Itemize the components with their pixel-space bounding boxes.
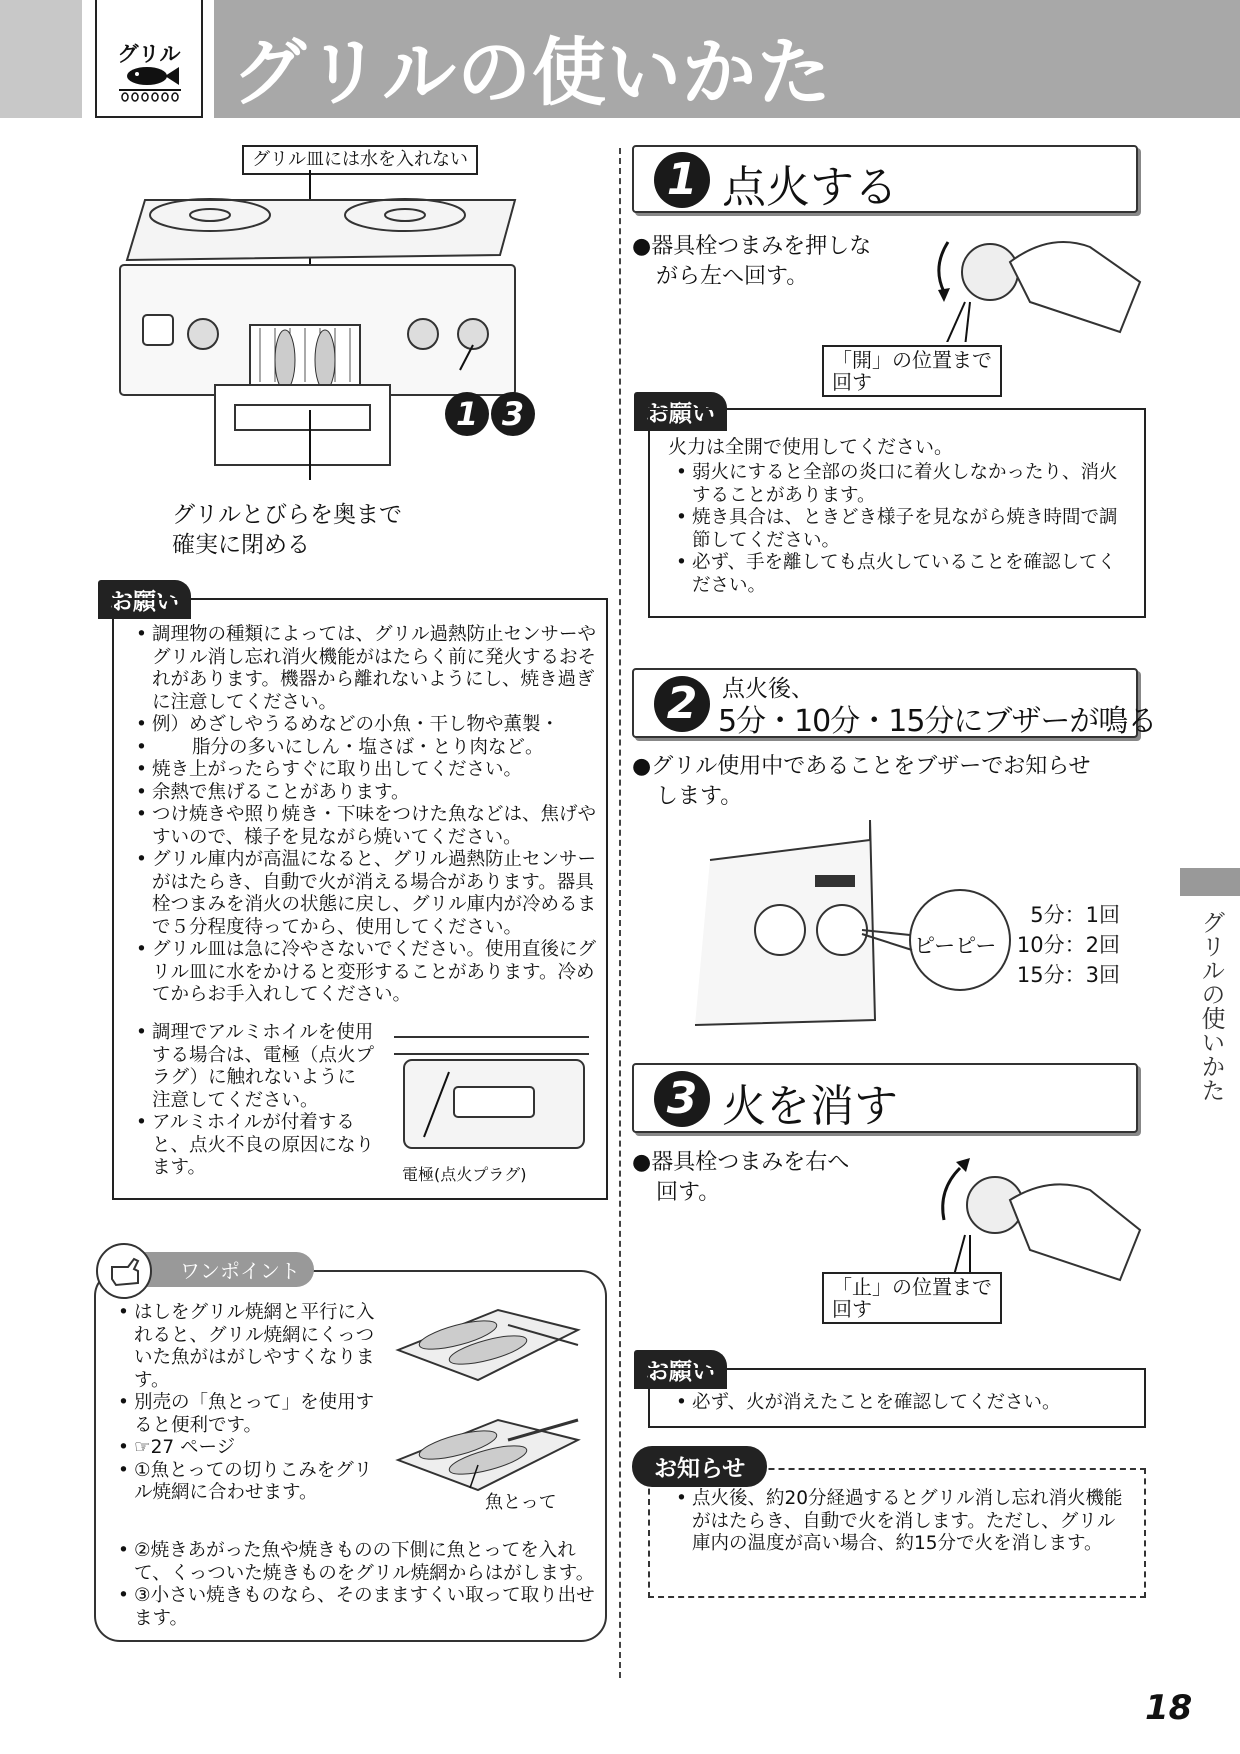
page-number: 18: [1145, 1688, 1193, 1728]
header-left-band: [0, 0, 82, 118]
step-3-number: 3: [654, 1071, 710, 1127]
onegai-step1-item: • 必ず、手を離しても点火していることを確認してください。: [674, 552, 1130, 597]
onepoint-item-2: • 別売の「魚とって」を使用すると便利です。: [116, 1392, 378, 1437]
onegai-step1-head: 火力は全開で使用してください。: [668, 436, 954, 458]
step-1-lead-line-2: がら左へ回す。: [656, 264, 809, 289]
step-2-title-line-1: 点火後、: [722, 676, 814, 702]
onegai-step3-item: • 必ず、火が消えたことを確認してください。: [674, 1392, 1130, 1415]
step-1-callout-line-2: 回す: [832, 370, 872, 394]
step-2-header: [632, 668, 1157, 739]
knob-turn-right-illustration: [920, 1150, 1150, 1290]
onegai-left-item: • 焼き上がったらすぐに取り出してください。: [134, 759, 604, 782]
side-tab: [1180, 868, 1240, 896]
caption-line-1: グリルとびらを奥まで: [172, 502, 402, 528]
buzzer-sound: ピーピー: [914, 934, 997, 958]
step-1-callout: [822, 345, 1002, 397]
buzzer-row: 5分：1回: [1030, 903, 1120, 927]
step-2-number: 2: [654, 676, 710, 732]
onegai-tag-left: お願い: [98, 580, 191, 619]
step-3-title: 火を消す: [722, 1081, 898, 1132]
step-1-number: 1: [654, 152, 710, 208]
onegai-tag-step3: お願い: [634, 1350, 727, 1389]
onepoint-item-1: • はしをグリル焼網と平行に入れると、グリル焼網にくっついた魚がはがしやすくなります。: [116, 1302, 378, 1392]
step-3-lead-line-2: 回す。: [656, 1180, 721, 1205]
buzzer-row: 10分：2回: [1016, 933, 1120, 957]
onegai-left-item: • つけ焼きや照り焼き・下味をつけた魚などは、焦げやすいので、様子を見ながら焼いてください。: [134, 804, 604, 849]
onegai-left-item: • 調理でアルミホイルを使用する場合は、電極（点火プラグ）に触れないように注意してください。: [134, 1022, 374, 1112]
onepoint-ref: • ☞27 ページ: [116, 1437, 378, 1460]
step-3-callout-line-1: 「止」の位置まで: [832, 1275, 992, 1299]
onegai-box-step3: [648, 1368, 1146, 1428]
fish-tongs-illustration: [378, 1290, 598, 1520]
step-2-lead-line-2: します。: [656, 784, 743, 809]
oshirase-item: • 点火後、約20分経過するとグリル消し忘れ消火機能がはたらき、自動で火を消します。ただし、グリル庫内の温度が高い場合、約15分で火を消します。: [674, 1488, 1130, 1556]
onegai-left-item: • グリル庫内が高温になると、グリル過熱防止センサーがはたらき、自動で火が消える場合があります。器具栓つまみを消火の状態に戻し、グリル庫内が冷めるまで５分程度待ってから、使用してください。: [134, 849, 604, 939]
onegai-tag-step1: お願い: [634, 392, 727, 431]
oshirase-box: [648, 1468, 1146, 1598]
example-line-2: • 脂分の多いにしん・塩さば・とり肉など。: [134, 737, 604, 760]
step-2-lead-line-1: ●グリル使用中であることをブザーでお知らせ: [632, 754, 1091, 779]
onegai-step1-item: • 弱火にすると全部の炎口に着火しなかったり、消火することがあります。: [674, 462, 1130, 507]
step-3-header: [632, 1063, 1138, 1133]
step-1-title: 点火する: [722, 162, 898, 213]
page-title: グリルの使いかた: [232, 30, 832, 116]
step-1-header: [632, 145, 1138, 213]
oshirase-tag: お知らせ: [632, 1446, 767, 1487]
caption-close-door: [172, 500, 402, 560]
step-1-callout-line-1: 「開」の位置まで: [832, 348, 992, 372]
tool-label: 魚とって: [485, 1492, 557, 1513]
step-3-callout-line-2: 回す: [832, 1297, 872, 1321]
onegai-box-left: [112, 598, 608, 1200]
onegai-step1-item: • 焼き具合は、ときどき様子を見ながら焼き時間で調節してください。: [674, 507, 1130, 552]
buzzer-row: 15分：3回: [1016, 963, 1120, 987]
step-2-title-line-2: 5分・10分・15分にブザーが鳴る: [718, 704, 1157, 739]
grill-icon-label: グリル: [117, 42, 181, 66]
pointing-hand-icon: [96, 1243, 152, 1299]
side-tab-text: グリルの使いかた: [1197, 910, 1225, 1102]
control-panel-illustration: [690, 820, 1020, 1030]
buzzer-table: [1000, 900, 1120, 990]
onegai-left-item: • グリル皿は急に冷やさないでください。使用直後にグリル皿に水をかけると変形することがあります。冷めてからお手入れしてください。: [134, 939, 604, 1007]
knob-turn-left-illustration: [920, 222, 1150, 342]
grill-interior-illustration: [394, 1032, 594, 1162]
step-3-lead-line-1: ●器具栓つまみを右へ: [632, 1150, 850, 1175]
marker-3: 3: [491, 392, 535, 436]
column-divider: [619, 148, 621, 1678]
fish-icon: [115, 64, 185, 104]
electrode-label: 電極(点火プラグ): [402, 1165, 527, 1184]
onegai-left-note: • アルミホイルが付着すると、点火不良の原因になります。: [134, 1112, 374, 1180]
step-2-lead: [632, 752, 1091, 812]
onegai-box-step1: [648, 408, 1146, 618]
step-3-callout: [822, 1272, 1002, 1324]
onepoint-step-3: • ③小さい焼きものなら、そのまますくい取って取り出せます。: [116, 1585, 596, 1630]
grill-category-icon: [95, 0, 203, 118]
step-3-lead: [632, 1148, 849, 1208]
onegai-left-note: • 余熱で焦げることがあります。: [134, 782, 604, 805]
step-1-lead-line-1: ●器具栓つまみを押しな: [632, 234, 872, 259]
callout-no-water: グリル皿には水を入れない: [242, 145, 478, 175]
example-line-1: • 例）めざしやうるめなどの小魚・干し物や薫製・: [134, 714, 604, 737]
onegai-left-item: • 調理物の種類によっては、グリル過熱防止センサーやグリル消し忘れ消火機能がはたらく前に発火するおそれがあります。機器から離れないようにし、焼き過ぎに注意してください。: [134, 624, 604, 714]
caption-line-2: 確実に閉める: [172, 532, 310, 558]
marker-1: 1: [445, 392, 489, 436]
onepoint-tag: ワンポイント: [140, 1252, 314, 1287]
onepoint-step-1: • ①魚とっての切りこみをグリル焼網に合わせます。: [116, 1460, 378, 1505]
step-1-lead: [632, 232, 871, 292]
onepoint-step-2: • ②焼きあがった魚や焼きものの下側に魚とってを入れて、くっついた焼きものをグリル焼網からはがします。: [116, 1540, 596, 1585]
